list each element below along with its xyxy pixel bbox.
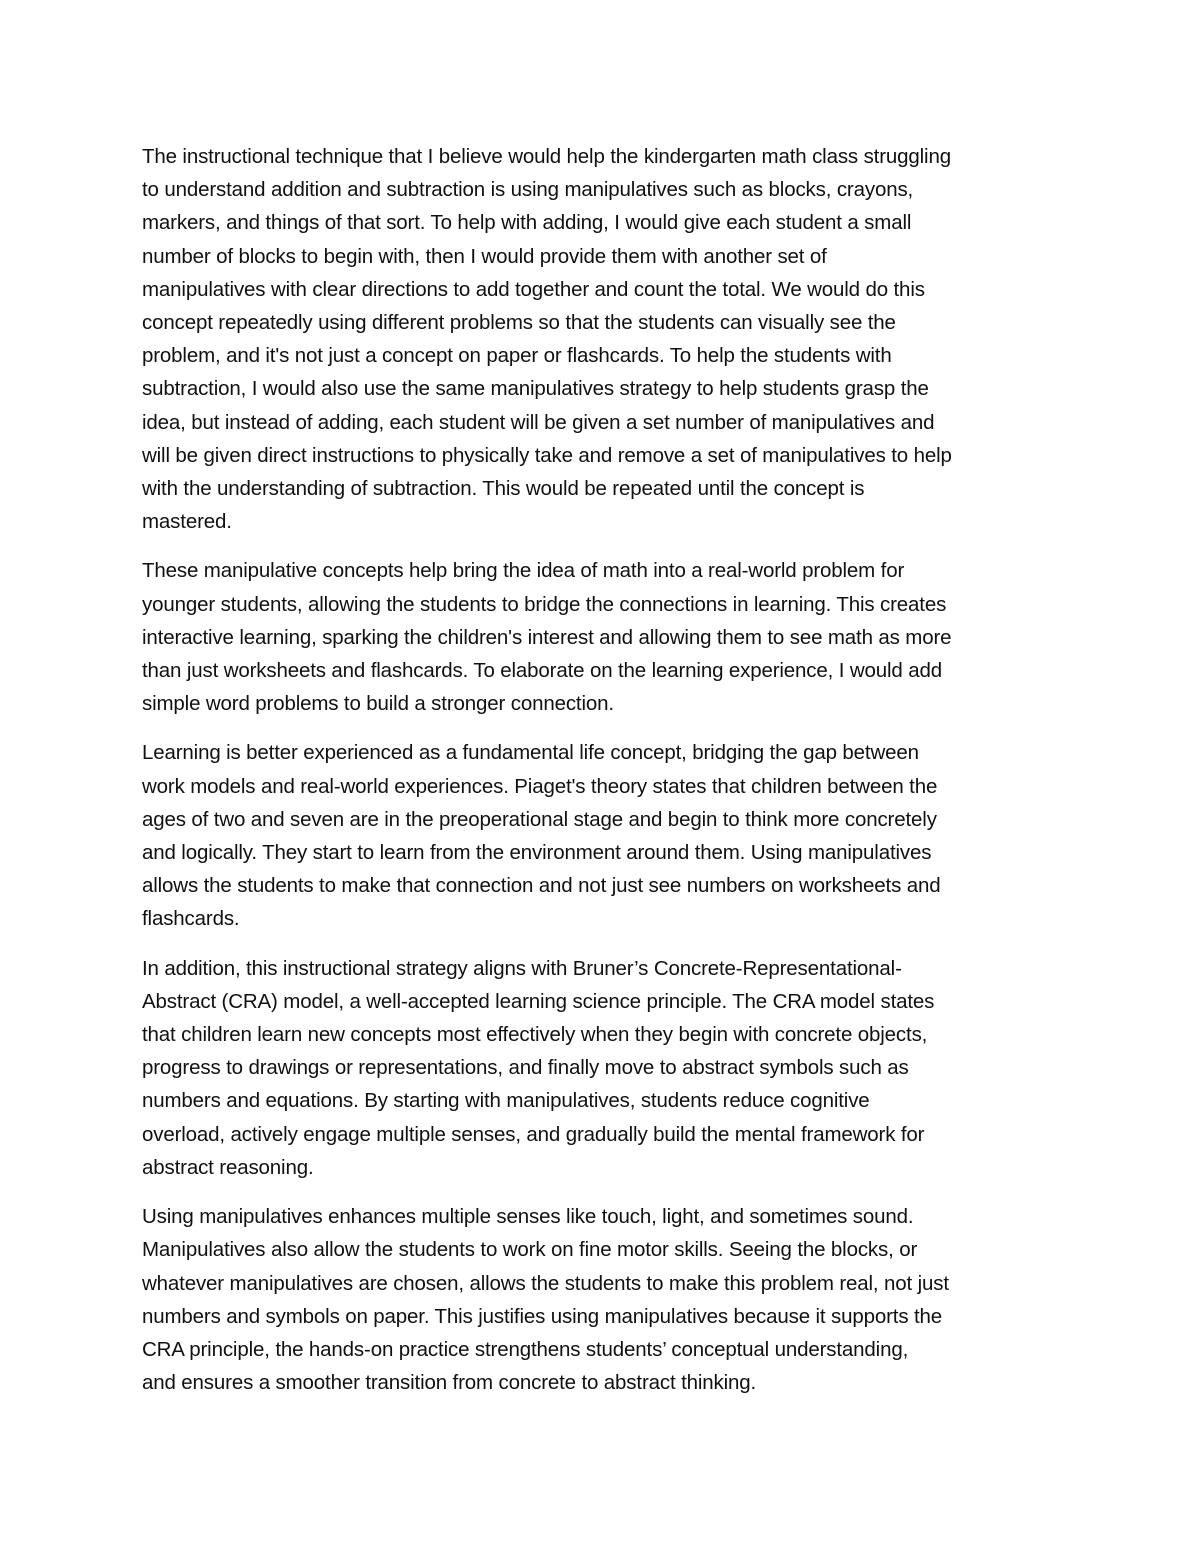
text-line: subtraction, I would also use the same manipulatives strategy to help students grasp the [142,377,929,401]
paragraph-1 [142,140,1072,538]
text-line: work models and real-world experiences. Piaget's theory states that children between the [142,774,938,798]
document-body [142,140,1072,1415]
text-line: Using manipulatives enhances multiple senses like touch, light, and sometimes sound. [142,1205,914,1229]
text-line: Manipulatives also allow the students to work on fine motor skills. Seeing the blocks, or [142,1238,918,1262]
text-line: problem, and it's not just a concept on paper or flashcards. To help the students with [142,344,892,368]
text-line: In addition, this instructional strategy aligns with Bruner’s Concrete-Representational- [142,956,902,980]
text-line: concept repeatedly using different problems so that the students can visually see the [142,311,896,335]
text-line: ages of two and seven are in the preoperational stage and begin to think more concretely [142,807,937,831]
text-line: progress to drawings or representations, and finally move to abstract symbols such as [142,1056,909,1080]
text-line: These manipulative concepts help bring the idea of math into a real-world problem for [142,559,905,583]
text-line: simple word problems to build a stronger connection. [142,692,614,716]
text-line: with the understanding of subtraction. This would be repeated until the concept is [142,477,865,501]
text-line: abstract reasoning. [142,1155,314,1179]
text-line: numbers and symbols on paper. This justifies using manipulatives because it supports the [142,1304,943,1328]
text-line: and logically. They start to learn from the environment around them. Using manipulatives [142,841,932,865]
text-line: CRA principle, the hands-on practice strengthens students’ conceptual understanding, [142,1337,909,1361]
text-line: number of blocks to begin with, then I would provide them with another set of [142,244,827,268]
text-line: flashcards. [142,907,240,931]
text-line: than just worksheets and flashcards. To elaborate on the learning experience, I would add [142,659,942,683]
paragraph-5 [142,1200,1072,1399]
text-line: Learning is better experienced as a fundamental life concept, bridging the gap between [142,741,919,765]
text-line: Abstract (CRA) model, a well-accepted learning science principle. The CRA model states [142,989,935,1013]
text-line: younger students, allowing the students to bridge the connections in learning. This creates [142,592,947,616]
paragraph-2 [142,554,1072,720]
text-line: allows the students to make that connection and not just see numbers on worksheets and [142,874,941,898]
text-line: that children learn new concepts most effectively when they begin with concrete objects, [142,1023,928,1047]
text-line: will be given direct instructions to physically take and remove a set of manipulatives to help [142,443,952,467]
text-line: markers, and things of that sort. To help with adding, I would give each student a small [142,211,912,235]
text-line: The instructional technique that I believe would help the kindergarten math class struggling [142,145,951,168]
text-line: numbers and equations. By starting with manipulatives, students reduce cognitive [142,1089,870,1113]
text-line: whatever manipulatives are chosen, allows the students to make this problem real, not just [142,1271,949,1295]
text-line: to understand addition and subtraction is using manipulatives such as blocks, crayons, [142,178,914,202]
text-line: mastered. [142,510,232,534]
text-line: overload, actively engage multiple senses, and gradually build the mental framework for [142,1122,925,1146]
paragraph-4 [142,952,1072,1184]
text-line: and ensures a smoother transition from concrete to abstract thinking. [142,1371,757,1395]
paragraph-3 [142,736,1072,935]
text-line: manipulatives with clear directions to add together and count the total. We would do this [142,277,925,301]
text-line: idea, but instead of adding, each student will be given a set number of manipulatives and [142,410,935,434]
text-line: interactive learning, sparking the children's interest and allowing them to see math as more [142,625,952,649]
